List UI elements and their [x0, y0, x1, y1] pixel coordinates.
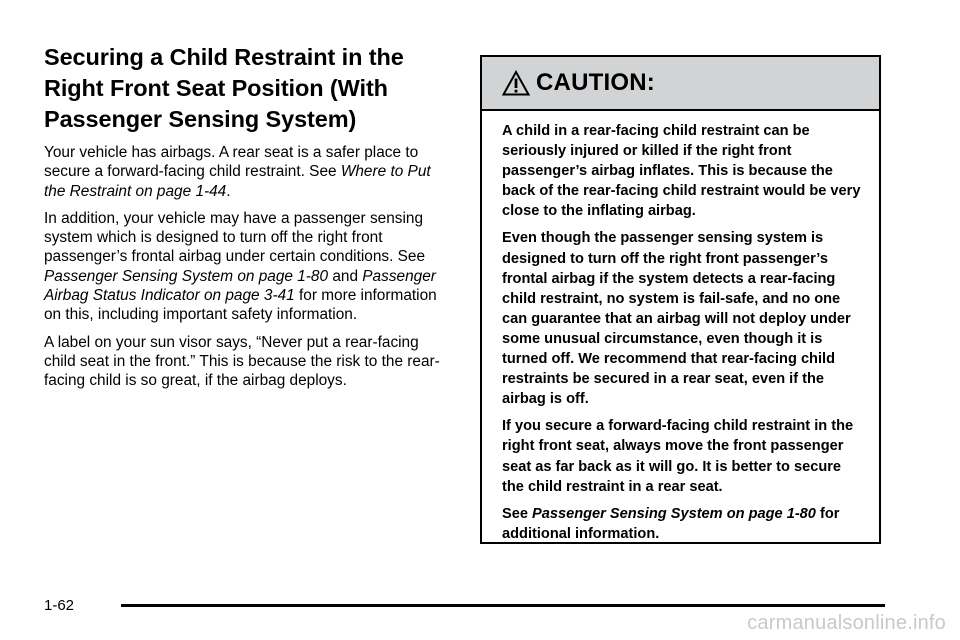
caution-body: [482, 111, 879, 544]
paragraph-2: [44, 209, 452, 325]
paragraph-3: A label on your sun visor says, “Never put a rear-facing child seat in the front.” This is because the risk to the rear-facing child is so great, if the airbag deploys.: [44, 333, 440, 390]
caution-header: [482, 57, 879, 111]
left-column: [44, 42, 452, 399]
caution-paragraph-2: Even though the passenger sensing system is designed to turn off the right front passenger’s frontal airbag if the system detects a rear-facing child restraint, no system is fail-safe, and no one can guarantee that an airbag will not deploy under some unusual circumstance, even though it is turned off. We recommend that rear-facing child restraints be secured in a rear seat, even if the airbag is off.: [502, 230, 851, 408]
caution-title: CAUTION:: [536, 69, 655, 96]
heading-line-1: Securing a Child Restraint in the: [44, 44, 404, 70]
paragraph-1: [44, 143, 452, 201]
caution-paragraph-1: A child in a rear-facing child restraint can be seriously injured or killed if the right front passenger’s airbag inflates. This is because the back of the rear-facing child restraint would be very close to the inflating airbag.: [502, 123, 861, 220]
caution-box: [480, 55, 881, 544]
page-number: 1-62: [44, 597, 75, 614]
paragraph-2-reference-2: Passenger Airbag Status Indicator on page 3-41: [44, 267, 436, 305]
footer-rule: [121, 604, 885, 607]
warning-triangle-icon: [502, 70, 530, 96]
watermark: carmanualsonline.info: [747, 612, 946, 634]
paragraph-1-end: .: [226, 182, 231, 200]
paragraph-1-text: Your vehicle has airbags. A rear seat is a safer place to secure a forward-facing child restraint. See: [44, 144, 419, 181]
section-heading: [44, 42, 452, 135]
heading-line-2: Right Front Seat Position (With: [44, 75, 388, 101]
paragraph-2-text: In addition, your vehicle may have a passenger sensing system which is designed to turn off the right front passenger’s frontal airbag under certain conditions. See: [44, 209, 426, 266]
paragraph-2-mid: and: [328, 267, 363, 285]
paragraph-2-reference-1: Passenger Sensing System on page 1-80: [44, 267, 329, 285]
caution-paragraph-4-pre: See: [502, 505, 533, 522]
heading-line-3: Passenger Sensing System): [44, 106, 357, 132]
paragraph-2-end: for more information on this, including important safety information.: [44, 287, 437, 324]
caution-paragraph-4: [502, 504, 861, 544]
caution-paragraph-4-end: for additional information.: [502, 505, 840, 542]
paragraph-1-reference: Where to Put the Restraint on page 1-44: [44, 163, 431, 200]
caution-paragraph-3: If you secure a forward-facing child restraint in the right front seat, always move the front passenger seat as far back as it will go. It is better to secure the child restraint in a rear seat.: [502, 418, 854, 495]
caution-paragraph-4-reference: Passenger Sensing System on page 1-80: [532, 505, 816, 522]
